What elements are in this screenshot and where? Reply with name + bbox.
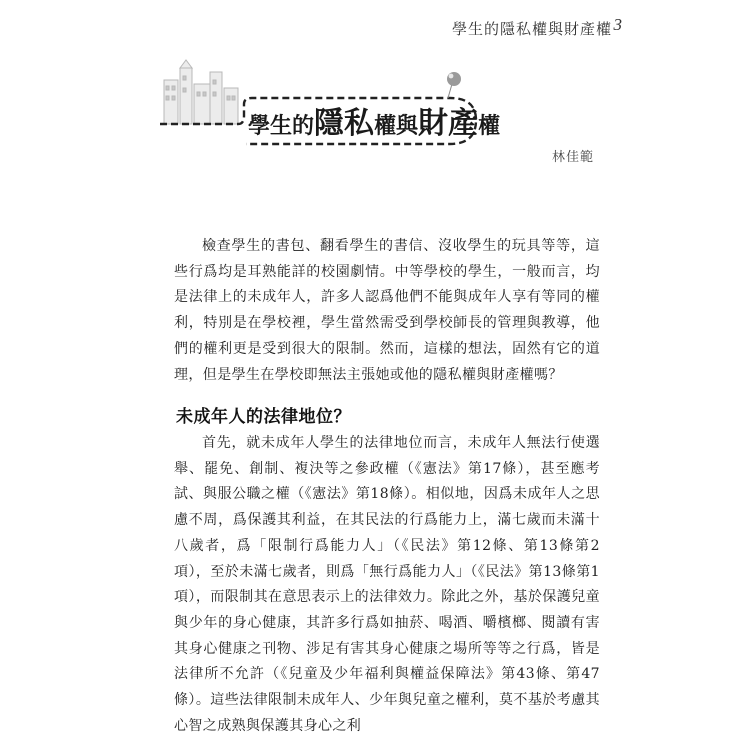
section-heading: 未成年人的法律地位？ xyxy=(176,407,351,427)
chapter-title xyxy=(248,98,500,142)
intro-section xyxy=(174,234,600,388)
author-name: 林佳範 xyxy=(551,150,594,165)
chapter-title-part2: 權與 xyxy=(374,114,419,139)
chapter-title-big2: 財產 xyxy=(418,106,479,141)
page-number: 3 xyxy=(613,15,622,34)
chapter-title-big1: 隱私 xyxy=(314,106,375,141)
section-body xyxy=(174,431,600,739)
section-paragraph: 首先，就未成年人學生的法律地位而言，未成年人無法行使選舉、罷免、創制、複決等之參政權（《憲法》第17條），甚至應考試、與服公職之權（《憲法》第18條）。相似地，因爲未成年人之思慮不周，爲保護其利益，在其民法的行爲能力上，滿七歲而未滿十八歲者，爲「限制行爲能力人」（《民法》第12條、第13條第2項），至於未滿七歲者，則爲「無行爲能力人」（《民法》第13條第1項），而限制其在意思表示上的法律效力。除此之外，基於保護兒童與少年的身心健康，其許多行爲如抽菸、喝酒、嚼檳榔、閱讀有害其身心健康之刊物、涉足有害其身心健康之場所等等之行爲，皆是法律所不允許（《兒童及少年福利與權益保障法》第43條、第47條）。這些法律限制未成年人、少年與兒童之權利，莫不基於考慮其心智之成熟與保護其身心之利 xyxy=(174,435,600,734)
intro-paragraph: 檢查學生的書包、翻看學生的書信、沒收學生的玩具等等，這些行爲均是耳熟能詳的校園劇情。中等學校的學生，一般而言，均是法律上的未成年人，許多人認爲他們不能與成年人享有等同的權利，特別是在學校裡，學生當然需受到學校師長的管理與教導，他們的權利更是受到很大的限制。然而，這樣的想法，固然有它的道理，但是學生在學校即無法主張她或他的隱私權與財產權嗎？ xyxy=(174,238,600,383)
title-ball-string xyxy=(448,84,452,98)
title-ball-icon xyxy=(447,72,461,86)
chapter-title-part3: 權 xyxy=(478,114,501,139)
chapter-title-part1: 學生的 xyxy=(248,114,315,139)
building-illustration xyxy=(164,60,238,124)
running-header-title: 學生的隱私權與財產權 xyxy=(451,20,612,38)
